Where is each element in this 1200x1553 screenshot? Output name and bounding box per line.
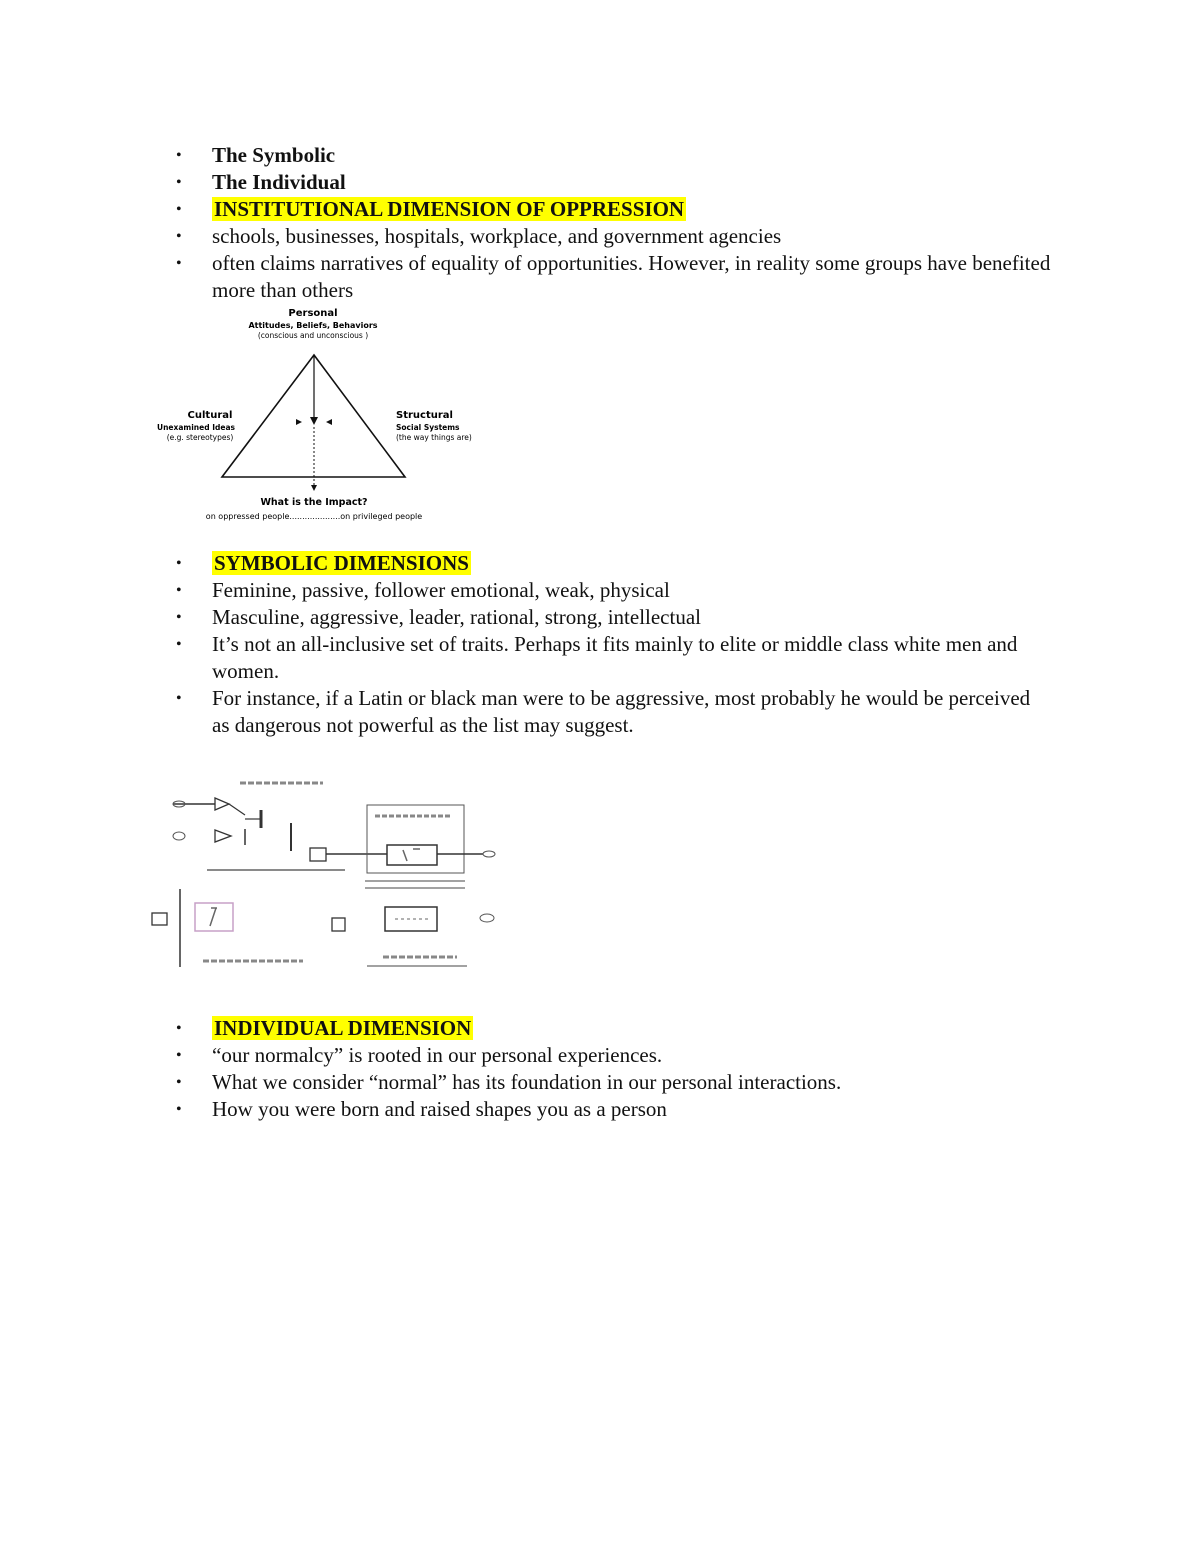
triangle-top-title: Personal — [288, 308, 338, 319]
heading-individual: INDIVIDUAL DIMENSION — [214, 1016, 472, 1040]
list-item — [172, 196, 1052, 223]
section-1-list — [172, 142, 1052, 304]
arrow-head-left-icon — [326, 419, 332, 425]
list-item: • What we consider “normal” has its foundation in our personal interactions. — [172, 1069, 1052, 1096]
heading-symbolic: SYMBOLIC DIMENSIONS — [214, 551, 469, 575]
block-glyph — [210, 908, 216, 926]
arrow-head-down-icon — [310, 417, 318, 425]
section-3-list — [172, 1015, 1052, 1123]
oppression-triangle-diagram — [130, 305, 500, 527]
function-block — [387, 845, 437, 865]
signal-line — [229, 804, 245, 815]
triangle-top-sub: Attitudes, Beliefs, Behaviors — [248, 321, 378, 330]
constant-block — [152, 913, 167, 925]
arrow-head-down-icon — [311, 485, 317, 491]
list-item: • The Individual — [172, 169, 1052, 196]
list-item: • often claims narratives of equality of opportunities. However, in reality some groups have benefited more than others — [172, 250, 1052, 304]
triangle-right-note: (the way things are) — [396, 433, 472, 442]
terminator-block — [332, 918, 345, 931]
triangle-bottom-title: What is the Impact? — [260, 497, 368, 508]
list-item — [172, 550, 1052, 577]
list-item: • For instance, if a Latin or black man were to be aggressive, most probably he would be perceived as dangerous not powerful as the list may suggest. — [172, 685, 1052, 739]
list-item: • Masculine, aggressive, leader, rational, strong, intellectual — [172, 604, 1052, 631]
terminator-block — [310, 848, 326, 861]
triangle-left-note: (e.g. stereotypes) — [166, 433, 234, 442]
triangle-right-sub: Social Systems — [396, 423, 460, 432]
triangle-bottom-note: on oppressed people....................on privileged people — [205, 512, 423, 521]
port-icon — [483, 851, 495, 857]
list-item: • How you were born and raised shapes you as a person — [172, 1096, 1052, 1123]
function-block — [385, 907, 437, 931]
scope-block — [195, 903, 233, 931]
list-item: • The Symbolic — [172, 142, 1052, 169]
list-item: • schools, businesses, hospitals, workplace, and government agencies — [172, 223, 1052, 250]
list-item: • It’s not an all-inclusive set of traits. Perhaps it fits mainly to elite or middle class white men and women. — [172, 631, 1052, 685]
port-icon — [173, 832, 185, 840]
list-item — [172, 1015, 1052, 1042]
gain-block-icon — [215, 798, 229, 810]
arrow-head-right-icon — [296, 419, 302, 425]
block-diagram-image — [145, 775, 505, 975]
triangle-left-title: Cultural — [187, 410, 233, 421]
gain-block-icon — [215, 830, 231, 842]
heading-institutional: INSTITUTIONAL DIMENSION OF OPPRESSION — [214, 197, 685, 221]
section-2-list — [172, 550, 1052, 739]
triangle-right-title: Structural — [396, 410, 453, 421]
triangle-left-sub: Unexamined Ideas — [157, 423, 235, 432]
list-item: • Feminine, passive, follower emotional, weak, physical — [172, 577, 1052, 604]
list-item: • “our normalcy” is rooted in our personal experiences. — [172, 1042, 1052, 1069]
block-glyph — [403, 850, 407, 861]
triangle-top-note: (conscious and unconscious ) — [257, 331, 369, 340]
port-icon — [480, 914, 494, 922]
